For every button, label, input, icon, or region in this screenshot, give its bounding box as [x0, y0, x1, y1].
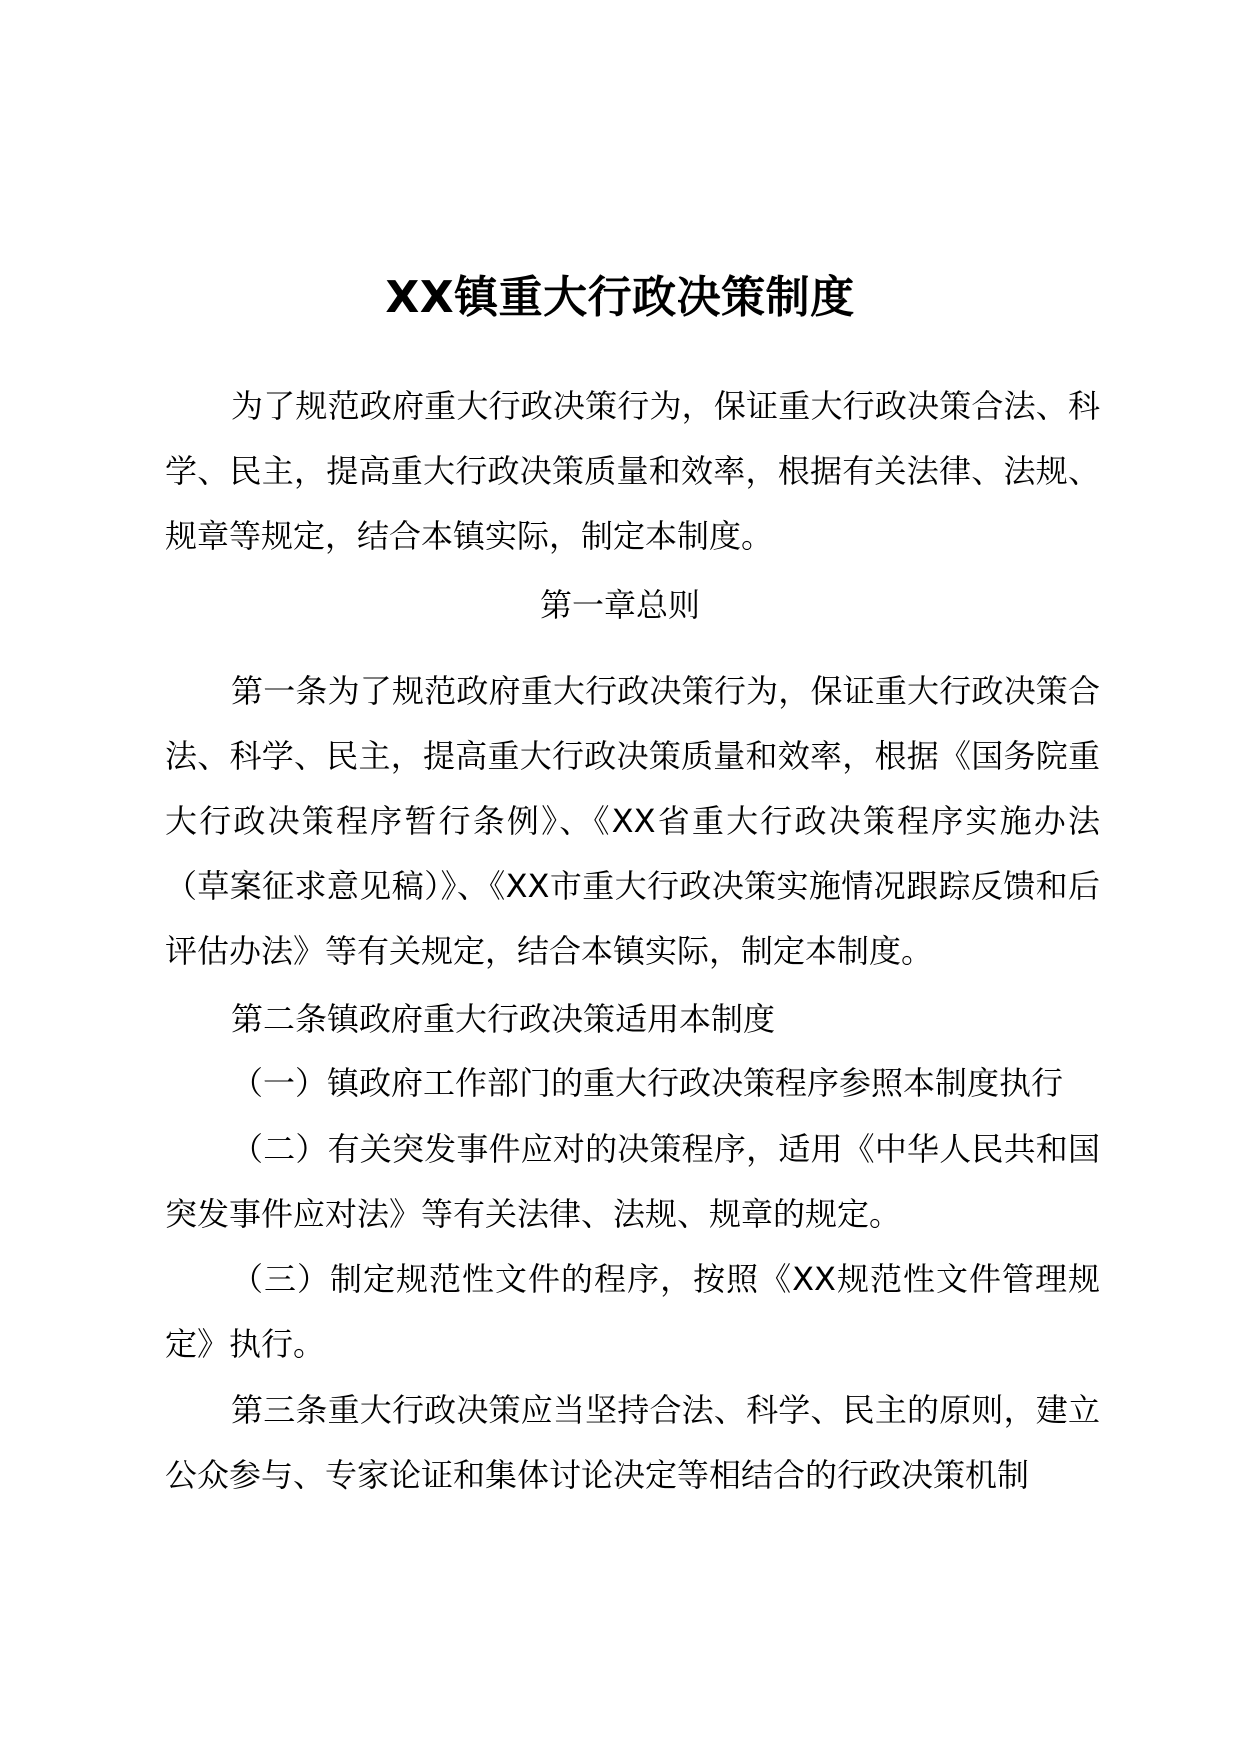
article-2-item-1: （一）镇政府工作部门的重大行政决策程序参照本制度执行	[231, 1064, 1064, 1102]
article-2-item-3: （三）制定规范性文件的程序，按照《XX规范性文件管理规定》执行。	[165, 1260, 1100, 1363]
intro-paragraph: 为了规范政府重大行政决策行为，保证重大行政决策合法、科学、民主，提高重大行政决策质量和效率，根据有关法律、法规、规章等规定，结合本镇实际，制定本制度。	[165, 387, 1100, 555]
article-1-paragraph: 第一条为了规范政府重大行政决策行为，保证重大行政决策合法、科学、民主，提高重大行政决策质量和效率，根据《国务院重大行政决策程序暂行条例》、《XX省重大行政决策程序实施办法（草案征求意见稿）》、《XX市重大行政决策实施情况跟踪反馈和后评估办法》等有关规定，结合本镇实际，制定本制度。	[165, 672, 1100, 970]
article-3-paragraph: 第三条重大行政决策应当坚持合法、科学、民主的原则，建立公众参与、专家论证和集体讨论决定等相结合的行政决策机制	[165, 1391, 1100, 1494]
document-title: XX镇重大行政决策制度	[385, 272, 855, 323]
chapter-heading: 第一章总则	[539, 586, 700, 624]
article-2-paragraph: 第二条镇政府重大行政决策适用本制度	[231, 1000, 776, 1038]
article-2-item-2: （二）有关突发事件应对的决策程序，适用《中华人民共和国突发事件应对法》等有关法律、法规、规章的规定。	[165, 1130, 1100, 1233]
